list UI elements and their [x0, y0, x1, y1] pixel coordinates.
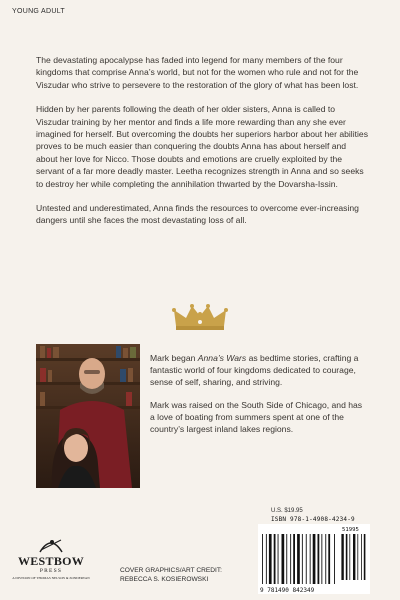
blurb-paragraph-3: Untested and underestimated, Anna finds the resources to overcome ever-increasing dangers until she faces the most devastating loss of all.	[36, 203, 359, 226]
author-bio-paragraph-2: Mark was raised on the South Side of Chicago, and has a love of boating from summers spent at one of the country’s largest inland lakes regions.	[150, 399, 363, 435]
price-label: U.S. $19.95	[271, 508, 303, 514]
author-photo	[36, 344, 140, 488]
publisher-name: WESTBOW	[17, 554, 85, 568]
bio-text: Mark began	[150, 353, 198, 363]
addon-digits: 51995	[342, 527, 359, 533]
author-bio-paragraph-1	[150, 352, 368, 389]
publisher-press: PRESS	[39, 568, 63, 574]
archer-icon	[38, 536, 64, 554]
ean-digits: 9 781490 842349	[260, 587, 315, 594]
bio-text: as bedtime stories, crafting a fantastic world of four kingdoms dedicated to courage, sense of self, sharing, and striving.	[150, 353, 359, 388]
author-bio	[150, 352, 368, 445]
blurb-paragraph-1: The devastating apocalypse has faded into legend for many members of the four kingdoms that comprise Anna’s world, but not for the women who rule and not for the Viszudar who strive to persevere to the restoration of the glory of what has been lost.	[36, 55, 359, 90]
genre-label: YOUNG ADULT	[12, 8, 65, 15]
publisher-logo	[8, 536, 92, 592]
crown-icon	[172, 304, 228, 332]
credit-line-2: REBECCA S. KOSIEROWSKI	[120, 576, 209, 583]
cover-credit	[120, 566, 222, 584]
blurb-paragraph-2: Hidden by her parents following the death of her older sisters, Anna is called to Viszudar training by her mentor and finds a life more rewarding than any she ever imagined for herself. But overcoming the doubts her superiors harbor about her abilities proves to be much easier than conquering the doubts Anna has about herself and about her love for Nicco. Those doubts and emotions are cruelly exploited by the servant of a far more deadly master. Leetha recognizes strength in Anna and so seeks to destroy her while completing the annihilation thwarted by the Dovarsha-Issin.	[36, 104, 368, 189]
back-cover-blurb	[36, 54, 368, 239]
isbn-barcode	[258, 524, 370, 594]
publisher-division: A DIVISION OF THOMAS NELSON & ZONDERVAN	[12, 576, 90, 580]
isbn-label: ISBN 978-1-4908-4234-9	[271, 516, 355, 523]
book-title: Anna’s Wars	[197, 353, 247, 363]
credit-line-1: COVER GRAPHICS/ART CREDIT:	[120, 567, 222, 574]
